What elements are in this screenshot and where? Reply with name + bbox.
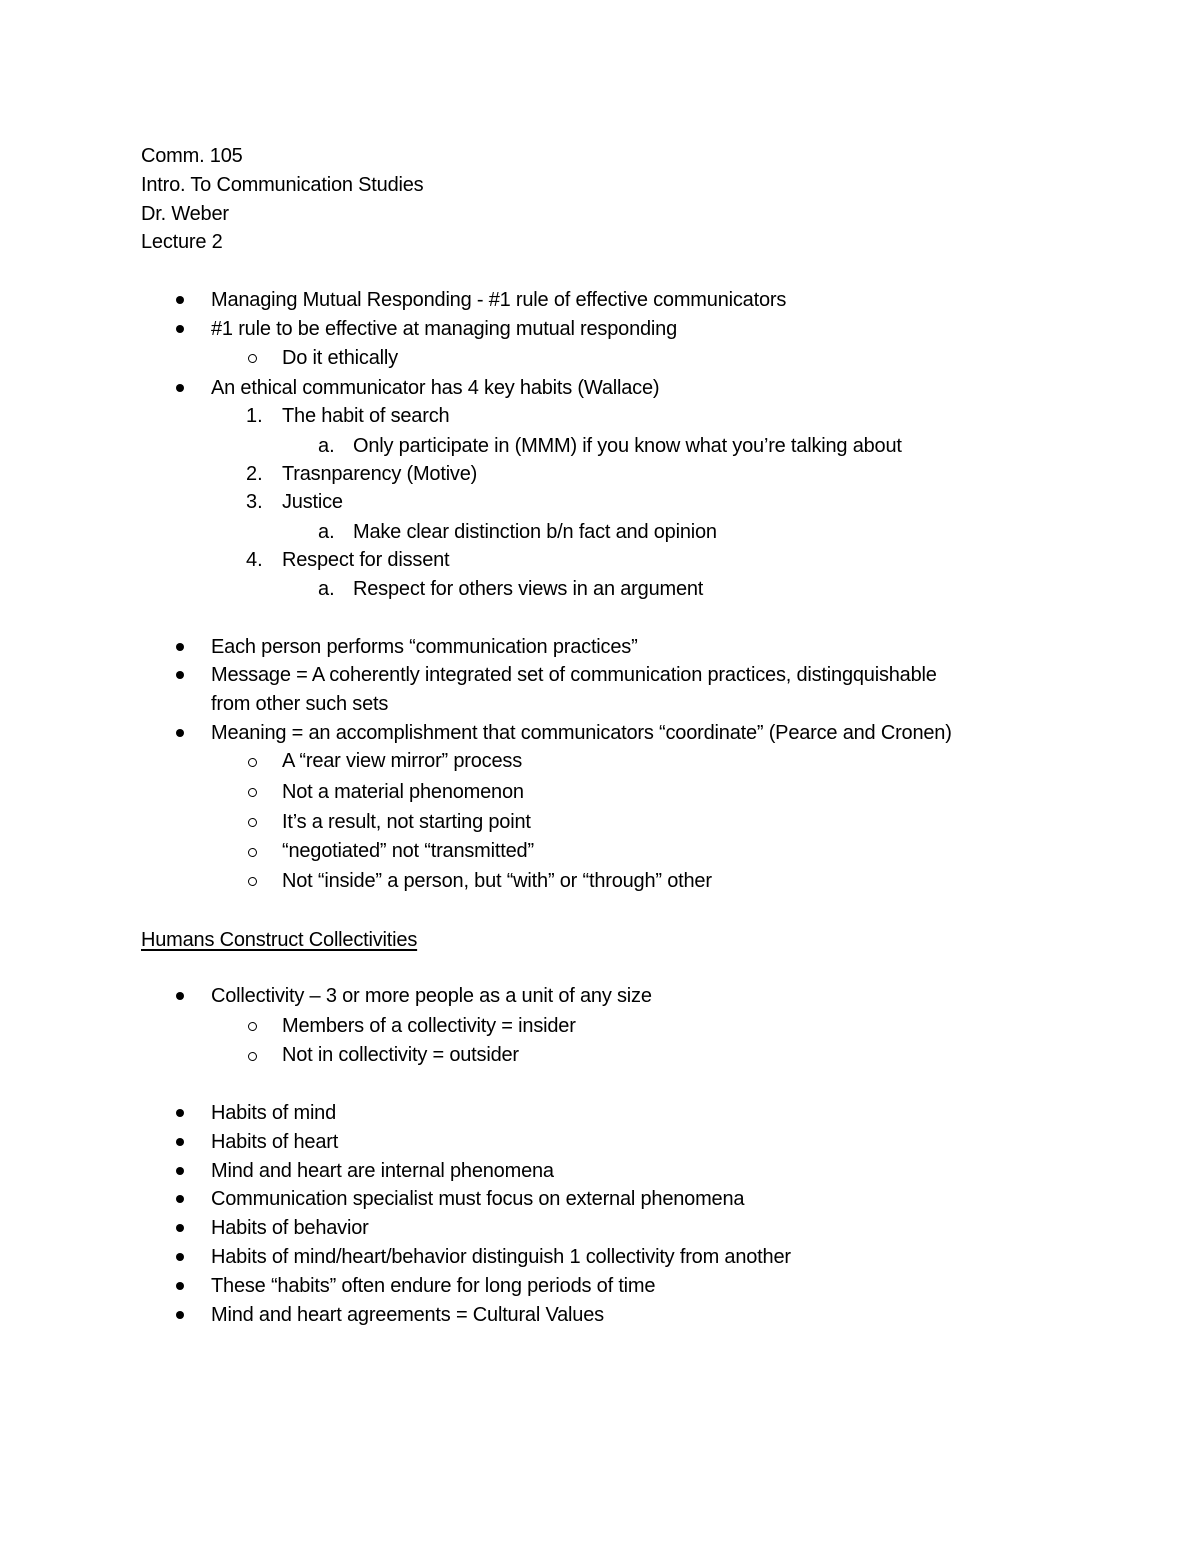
list-letter: a. — [318, 578, 335, 600]
list-item: Habits of mind/heart/behavior distinguish 1 collectivity from another — [211, 1246, 791, 1268]
bullet-icon — [176, 671, 184, 679]
sub-list-item: A “rear view mirror” process — [282, 750, 522, 772]
list-item: An ethical communicator has 4 key habits (Wallace) — [211, 377, 660, 399]
bullet-icon — [176, 296, 184, 304]
bullet-icon — [176, 1109, 184, 1117]
list-item: Habits of mind — [211, 1102, 337, 1124]
sub-list-item: Not in collectivity = outsider — [282, 1044, 519, 1066]
hollow-bullet-icon — [248, 1052, 257, 1061]
course-name: Intro. To Communication Studies — [141, 174, 424, 196]
list-item: Message = A coherently integrated set of communication practices, distingquishable — [211, 664, 937, 686]
bullet-icon — [176, 643, 184, 651]
list-item: #1 rule to be effective at managing mutual responding — [211, 318, 678, 340]
list-letter: a. — [318, 435, 335, 457]
numbered-item: The habit of search — [282, 405, 450, 427]
sub-list-item: Members of a collectivity = insider — [282, 1015, 576, 1037]
hollow-bullet-icon — [248, 354, 257, 363]
bullet-icon — [176, 1195, 184, 1203]
numbered-item: Trasnparency (Motive) — [282, 463, 478, 485]
bullet-icon — [176, 384, 184, 392]
list-number: 2. — [246, 463, 263, 485]
hollow-bullet-icon — [248, 788, 257, 797]
hollow-bullet-icon — [248, 758, 257, 767]
bullet-icon — [176, 325, 184, 333]
list-item: Managing Mutual Responding - #1 rule of effective communicators — [211, 289, 787, 311]
hollow-bullet-icon — [248, 848, 257, 857]
list-item: Collectivity – 3 or more people as a unit of any size — [211, 985, 652, 1007]
list-number: 3. — [246, 491, 263, 513]
sub-list-item: Not a material phenomenon — [282, 781, 524, 803]
list-number: 4. — [246, 549, 263, 571]
bullet-icon — [176, 1311, 184, 1319]
bullet-icon — [176, 992, 184, 1000]
bullet-icon — [176, 1167, 184, 1175]
list-item: Habits of heart — [211, 1131, 339, 1153]
bullet-icon — [176, 1138, 184, 1146]
lettered-item: Make clear distinction b/n fact and opinion — [353, 521, 717, 543]
list-item: Mind and heart agreements = Cultural Values — [211, 1304, 604, 1326]
list-letter: a. — [318, 521, 335, 543]
bullet-icon — [176, 1282, 184, 1290]
numbered-item: Justice — [282, 491, 343, 513]
lettered-item: Only participate in (MMM) if you know what you’re talking about — [353, 435, 902, 457]
hollow-bullet-icon — [248, 818, 257, 827]
list-item: Habits of behavior — [211, 1217, 369, 1239]
bullet-icon — [176, 1224, 184, 1232]
list-number: 1. — [246, 405, 263, 427]
list-item: Each person performs “communication practices” — [211, 636, 638, 658]
list-item-continuation: from other such sets — [211, 693, 389, 715]
sub-list-item: Do it ethically — [282, 347, 398, 369]
hollow-bullet-icon — [248, 1022, 257, 1031]
section-heading: Humans Construct Collectivities — [141, 929, 418, 951]
hollow-bullet-icon — [248, 877, 257, 886]
list-item: These “habits” often endure for long periods of time — [211, 1275, 656, 1297]
course-number: Comm. 105 — [141, 145, 243, 167]
list-item: Communication specialist must focus on external phenomena — [211, 1188, 745, 1210]
sub-list-item: It’s a result, not starting point — [282, 811, 531, 833]
lecture-label: Lecture 2 — [141, 231, 223, 253]
lettered-item: Respect for others views in an argument — [353, 578, 704, 600]
instructor-name: Dr. Weber — [141, 203, 229, 225]
bullet-icon — [176, 729, 184, 737]
sub-list-item: Not “inside” a person, but “with” or “through” other — [282, 870, 712, 892]
numbered-item: Respect for dissent — [282, 549, 450, 571]
bullet-icon — [176, 1253, 184, 1261]
sub-list-item: “negotiated” not “transmitted” — [282, 840, 534, 862]
list-item: Meaning = an accomplishment that communicators “coordinate” (Pearce and Cronen) — [211, 722, 952, 744]
list-item: Mind and heart are internal phenomena — [211, 1160, 554, 1182]
